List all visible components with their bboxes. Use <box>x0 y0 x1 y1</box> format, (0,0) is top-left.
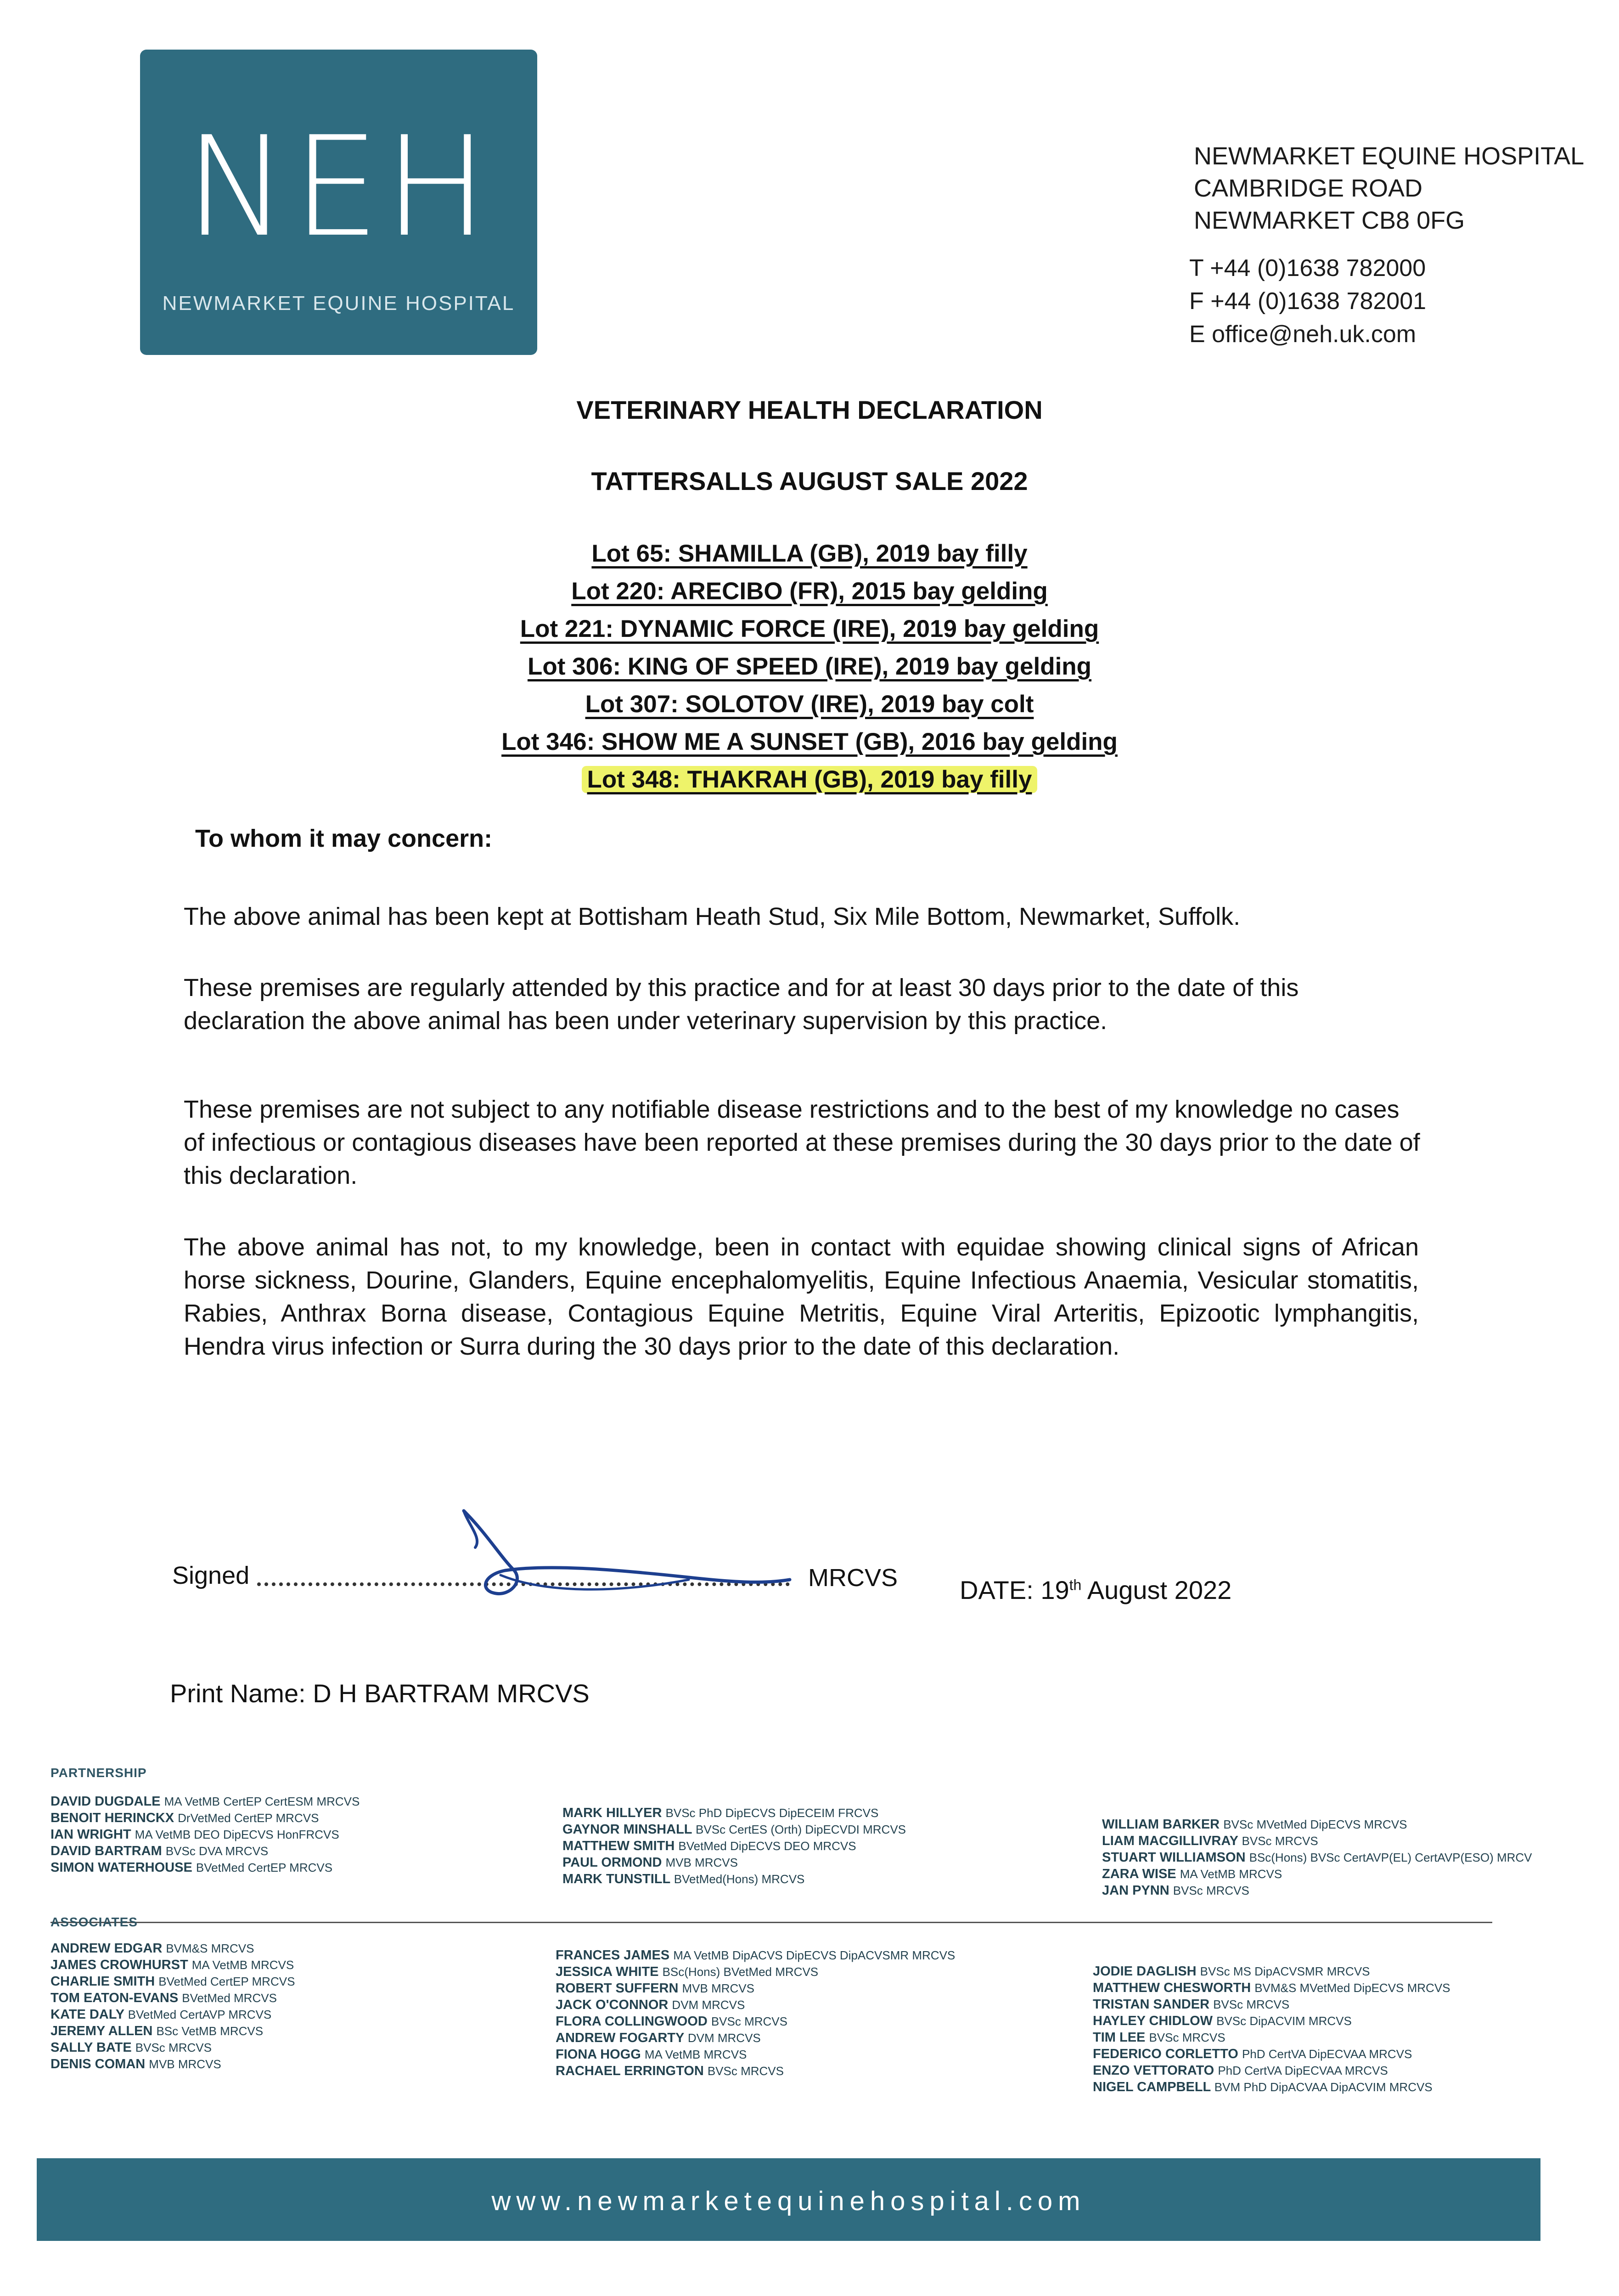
staff-member <box>562 1854 906 1871</box>
lot-item-highlighted <box>0 761 1619 799</box>
staff-quals: BVetMed DipECVS DEO MRCVS <box>678 1839 856 1853</box>
staff-member <box>1093 1980 1450 1996</box>
staff-member <box>562 1838 906 1854</box>
divider <box>51 1922 1492 1923</box>
salutation: To whom it may concern: <box>195 825 493 852</box>
paragraph-diseases: The above animal has not, to my knowledge, been in contact with equidae showing clinical signs of African horse sickness, Dourine, Glanders, Equine encephalomyelitis, Equine Infectious Anaemia, Vesicular stomatitis, Rabies, Anthrax Borna disease, Contagious Equine Metritis, Equine Viral Arteritis, Epizootic lymphangitis, Hendra virus infection or Surra during the 30 days prior to the date of this declaration. <box>184 1233 1419 1360</box>
address-line: NEWMARKET CB8 0FG <box>1194 207 1465 234</box>
staff-name: HAYLEY CHIDLOW <box>1093 2014 1213 2028</box>
staff-member <box>562 1805 906 1821</box>
staff-quals: BVSc DipACVIM MRCVS <box>1216 2014 1352 2028</box>
staff-name: IAN WRIGHT <box>51 1827 131 1842</box>
staff-name: LIAM MACGILLIVRAY <box>1102 1834 1238 1848</box>
staff-member <box>1093 2062 1450 2079</box>
lot-item <box>0 535 1619 573</box>
lot-text: Lot 220: ARECIBO (FR), 2015 bay gelding <box>571 578 1048 605</box>
staff-member <box>1093 2079 1450 2095</box>
staff-member <box>51 1859 360 1876</box>
lot-text: Lot 348: THAKRAH (GB), 2019 bay filly <box>582 766 1038 793</box>
staff-name: TOM EATON-EVANS <box>51 1991 179 2005</box>
staff-name: DENIS COMAN <box>51 2057 146 2071</box>
staff-quals: BVSc MRCVS <box>1173 1884 1249 1897</box>
staff-name: ANDREW FOGARTY <box>556 2031 684 2045</box>
staff-name: NIGEL CAMPBELL <box>1093 2080 1211 2094</box>
neh-logo <box>140 50 537 355</box>
staff-name: MATTHEW CHESWORTH <box>1093 1981 1251 1995</box>
staff-quals: BVSc MRCVS <box>707 2064 784 2078</box>
lot-text: Lot 346: SHOW ME A SUNSET (GB), 2016 bay gelding <box>501 728 1118 755</box>
staff-quals: BVSc MRCVS <box>1149 2031 1225 2044</box>
staff-quals: PhD CertVA DipECVAA MRCVS <box>1218 2064 1388 2077</box>
lot-list <box>0 535 1619 799</box>
fax-number: F +44 (0)1638 782001 <box>1189 288 1427 315</box>
staff-quals: BVSc MRCVS <box>1213 1998 1290 2011</box>
staff-quals: BVSc MVetMed DipECVS MRCVS <box>1223 1818 1407 1831</box>
staff-quals: MA VetMB DEO DipECVS HonFRCVS <box>135 1828 339 1841</box>
staff-member <box>1093 1996 1450 2013</box>
staff-member <box>1093 1963 1450 1980</box>
staff-member <box>1093 2029 1450 2046</box>
staff-name: ENZO VETTORATO <box>1093 2063 1214 2078</box>
website-link[interactable]: www.newmarketequinehospital.com <box>491 2186 1086 2216</box>
associates-heading: ASSOCIATES <box>51 1915 138 1929</box>
staff-name: JEREMY ALLEN <box>51 2024 153 2038</box>
partnership-column <box>51 1793 360 1876</box>
staff-name: RACHAEL ERRINGTON <box>556 2064 704 2078</box>
print-name: Print Name: D H BARTRAM MRCVS <box>170 1679 590 1708</box>
mrcvs-label: MRCVS <box>808 1564 898 1592</box>
staff-member <box>556 2046 955 2063</box>
lot-item <box>0 610 1619 648</box>
lot-text: Lot 221: DYNAMIC FORCE (IRE), 2019 bay gelding <box>520 615 1099 642</box>
staff-member <box>1102 1849 1532 1866</box>
staff-member <box>556 1980 955 1997</box>
staff-quals: BSc(Hons) BVetMed MRCVS <box>662 1965 819 1979</box>
staff-member <box>556 1947 955 1964</box>
staff-member <box>556 2030 955 2046</box>
staff-name: JAN PYNN <box>1102 1883 1169 1898</box>
footer-bar <box>37 2158 1540 2241</box>
staff-quals: BVSc MRCVS <box>1242 1834 1318 1848</box>
staff-name: DAVID DUGDALE <box>51 1794 161 1809</box>
declaration-date <box>960 1575 1231 1605</box>
staff-member <box>51 2039 295 2056</box>
address-line: CAMBRIDGE ROAD <box>1194 174 1423 202</box>
staff-name: SALLY BATE <box>51 2040 132 2055</box>
email-address: E office@neh.uk.com <box>1189 321 1417 348</box>
staff-quals: BVM&S MRCVS <box>166 1941 254 1955</box>
staff-name: JODIE DAGLISH <box>1093 1964 1197 1979</box>
staff-name: ROBERT SUFFERN <box>556 1981 679 1996</box>
date-ordinal: th <box>1069 1576 1082 1593</box>
staff-member <box>1093 2046 1450 2062</box>
staff-name: ANDREW EDGAR <box>51 1941 163 1956</box>
staff-name: FIONA HOGG <box>556 2047 641 2062</box>
hospital-address <box>1194 140 1584 236</box>
staff-quals: BVetMed CertEP MRCVS <box>158 1975 295 1988</box>
staff-quals: BSc(Hons) BVSc CertAVP(EL) CertAVP(ESO) MRCV <box>1249 1851 1532 1864</box>
lot-text: Lot 306: KING OF SPEED (IRE), 2019 bay gelding <box>527 653 1092 680</box>
staff-name: FEDERICO CORLETTO <box>1093 2047 1238 2061</box>
staff-member <box>1102 1882 1532 1899</box>
lot-text: Lot 307: SOLOTOV (IRE), 2019 bay colt <box>585 691 1034 718</box>
staff-quals: BVM&S MVetMed DipECVS MRCVS <box>1254 1981 1450 1995</box>
staff-quals: BSc VetMB MRCVS <box>156 2024 264 2038</box>
staff-quals: BVetMed CertAVP MRCVS <box>128 2008 272 2021</box>
staff-member <box>51 1940 295 1957</box>
staff-name: MATTHEW SMITH <box>562 1839 675 1853</box>
lot-text: Lot 65: SHAMILLA (GB), 2019 bay filly <box>591 540 1028 567</box>
staff-member <box>51 1957 295 1973</box>
lot-item <box>0 723 1619 761</box>
staff-name: FLORA COLLINGWOOD <box>556 2014 708 2029</box>
staff-name: JACK O'CONNOR <box>556 1998 669 2012</box>
partnership-column <box>1102 1816 1532 1899</box>
staff-quals: DVM MRCVS <box>672 1998 745 2012</box>
staff-quals: BVetMed MRCVS <box>182 1991 277 2005</box>
staff-quals: MA VetMB CertEP CertESM MRCVS <box>164 1795 360 1808</box>
staff-member <box>51 1990 295 2006</box>
paragraph-premises: The above animal has been kept at Bottisham Heath Stud, Six Mile Bottom, Newmarket, Suffolk. <box>184 903 1241 930</box>
staff-member <box>1093 2013 1450 2029</box>
staff-member <box>562 1821 906 1838</box>
staff-member <box>562 1871 906 1887</box>
staff-name: JESSICA WHITE <box>556 1964 659 1979</box>
staff-name: BENOIT HERINCKX <box>51 1811 174 1825</box>
staff-name: JAMES CROWHURST <box>51 1958 188 1972</box>
paragraph-restrictions: These premises are not subject to any notifiable disease restrictions and to the best of my knowledge no cases of infectious or contagious diseases have been reported at these premises during the 30 days prior to the date of this declaration. <box>184 1096 1420 1189</box>
staff-quals: MVB MRCVS <box>682 1981 754 1995</box>
staff-name: MARK HILLYER <box>562 1806 662 1820</box>
staff-member <box>51 2056 295 2072</box>
lot-item <box>0 573 1619 610</box>
staff-name: GAYNOR MINSHALL <box>562 1822 692 1837</box>
staff-quals: MA VetMB MRCVS <box>1180 1867 1282 1881</box>
document-title: VETERINARY HEALTH DECLARATION <box>576 395 1043 424</box>
staff-quals: PhD CertVA DipECVAA MRCVS <box>1242 2047 1412 2061</box>
address-line: NEWMARKET EQUINE HOSPITAL <box>1194 142 1585 170</box>
staff-quals: BVSc CertES (Orth) DipECVDI MRCVS <box>696 1823 906 1836</box>
associates-column <box>1093 1963 1450 2095</box>
logo-subtitle: NEWMARKET EQUINE HOSPITAL <box>162 292 515 315</box>
staff-name: DAVID BARTRAM <box>51 1844 162 1858</box>
staff-name: KATE DALY <box>51 2007 124 2022</box>
lot-item <box>0 686 1619 723</box>
staff-quals: DrVetMed CertEP MRCVS <box>178 1811 319 1825</box>
staff-member <box>556 2013 955 2030</box>
staff-quals: BVSc MRCVS <box>711 2015 787 2028</box>
staff-member <box>51 1973 295 1990</box>
staff-member <box>51 1843 360 1859</box>
partnership-heading: PARTNERSHIP <box>51 1766 147 1780</box>
staff-name: WILLIAM BARKER <box>1102 1817 1220 1832</box>
staff-name: MARK TUNSTILL <box>562 1872 670 1886</box>
staff-member <box>1102 1866 1532 1882</box>
staff-name: SIMON WATERHOUSE <box>51 1860 192 1875</box>
staff-name: CHARLIE SMITH <box>51 1974 155 1989</box>
staff-name: PAUL ORMOND <box>562 1855 662 1870</box>
staff-quals: BVSc DVA MRCVS <box>165 1844 269 1858</box>
staff-quals: BVSc PhD DipECVS DipECEIM FRCVS <box>665 1806 879 1820</box>
staff-member <box>1102 1816 1532 1833</box>
date-prefix: DATE: 19 <box>960 1576 1069 1604</box>
staff-name: FRANCES JAMES <box>556 1948 670 1963</box>
phone-number: T +44 (0)1638 782000 <box>1189 255 1426 281</box>
staff-member <box>51 1793 360 1810</box>
staff-quals: BVetMed CertEP MRCVS <box>196 1861 333 1874</box>
associates-column <box>51 1940 295 2072</box>
staff-quals: MA VetMB MRCVS <box>644 2048 747 2061</box>
staff-name: STUART WILLIAMSON <box>1102 1850 1246 1865</box>
staff-member <box>51 2023 295 2039</box>
staff-member <box>51 1826 360 1843</box>
staff-quals: BVSc MRCVS <box>135 2041 212 2054</box>
staff-quals: BVetMed(Hons) MRCVS <box>674 1872 805 1886</box>
staff-member <box>51 2006 295 2023</box>
staff-name: TIM LEE <box>1093 2030 1146 2045</box>
staff-name: TRISTAN SANDER <box>1093 1997 1210 2012</box>
handwritten-signature <box>432 1497 799 1612</box>
staff-quals: MVB MRCVS <box>149 2057 221 2071</box>
associates-column <box>556 1947 955 2079</box>
signed-label: Signed <box>172 1562 250 1589</box>
staff-member <box>556 1964 955 1980</box>
staff-quals: BVSc MS DipACVSMR MRCVS <box>1200 1964 1370 1978</box>
staff-quals: MA VetMB DipACVS DipECVS DipACVSMR MRCVS <box>673 1948 956 1962</box>
lot-item <box>0 648 1619 686</box>
staff-member <box>1102 1833 1532 1849</box>
hospital-contact <box>1189 252 1426 351</box>
paragraph-supervision: These premises are regularly attended by this practice and for at least 30 days prior to the date of this declaration the above animal has been under veterinary supervision by this practice. <box>184 974 1299 1035</box>
staff-quals: BVM PhD DipACVAA DipACVIM MRCVS <box>1214 2080 1433 2094</box>
staff-member <box>556 1997 955 2013</box>
staff-quals: MVB MRCVS <box>665 1856 738 1869</box>
partnership-column <box>562 1805 906 1887</box>
sale-title: TATTERSALLS AUGUST SALE 2022 <box>591 467 1028 495</box>
logo-mark: NEH <box>185 107 493 267</box>
staff-member <box>51 1810 360 1826</box>
staff-quals: MA VetMB MRCVS <box>191 1958 294 1972</box>
date-rest: August 2022 <box>1081 1576 1232 1604</box>
staff-quals: DVM MRCVS <box>687 2031 761 2045</box>
staff-name: ZARA WISE <box>1102 1867 1176 1881</box>
staff-member <box>556 2063 955 2079</box>
